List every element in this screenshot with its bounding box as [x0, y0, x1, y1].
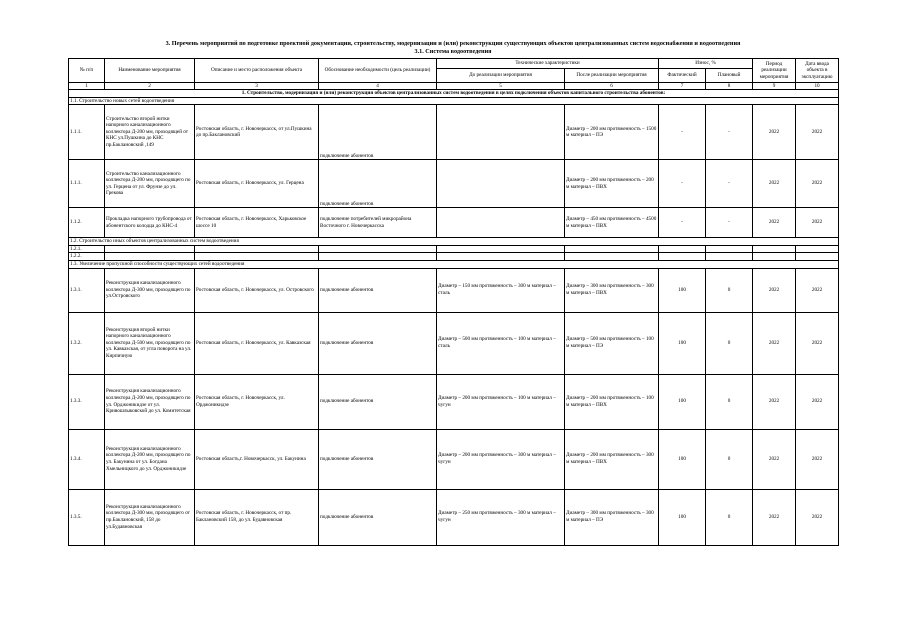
- row-number: 1.3.5.: [69, 489, 105, 545]
- row-commission: 2022: [796, 208, 839, 238]
- empty-cell: [706, 253, 753, 261]
- row-after: Диаметр – 300 мм протяженность – 300 м материал – ПВХ: [565, 268, 659, 312]
- header-tech-after: После реализации мероприятия: [565, 69, 659, 83]
- row-period: 2022: [753, 429, 796, 489]
- row-location: Ростовская область, г. Новочеркасск, ул. Кавказская: [195, 312, 319, 374]
- header-name: Наименование мероприятия: [105, 59, 195, 83]
- header-num: № п/п: [69, 59, 105, 83]
- document-title: 3. Перечень мероприятий по подготовке проектной документации, строительству, модернизации и (или) реконструкции существующих объектов централизованных систем водоснабжения и водоотведения: [165, 40, 741, 47]
- header-commission: Дата ввода объекта в эксплуатацию: [796, 59, 839, 83]
- table-row: [69, 160, 839, 208]
- row-period: 2022: [753, 208, 796, 238]
- row-reason: подключение абонентов: [319, 312, 437, 374]
- row-commission: 2022: [796, 268, 839, 312]
- row-number: 1.2.1.: [69, 245, 105, 253]
- empty-cell: [105, 253, 195, 261]
- row-wear-plan: 0: [706, 374, 753, 429]
- row-commission: 2022: [796, 429, 839, 489]
- header-row-1: [69, 59, 839, 69]
- row-number: 1.3.1.: [69, 268, 105, 312]
- table-row: [69, 489, 839, 545]
- row-wear-fact: -: [659, 160, 706, 208]
- table-row: [69, 429, 839, 489]
- row-wear-plan: -: [706, 160, 753, 208]
- row-name: Реконструкция канализационного коллектора Д-300 мм, проходящего по ул.Островского: [105, 268, 195, 312]
- row-reason: подключение абонентов: [319, 160, 437, 208]
- row-period: 2022: [753, 489, 796, 545]
- row-commission: 2022: [796, 105, 839, 160]
- table-row: [69, 312, 839, 374]
- subsection-1-2-heading: 1.2. Строительство иных объектов централизованных систем водоотведения: [69, 238, 839, 246]
- section-row: [69, 90, 839, 98]
- row-wear-plan: 0: [706, 429, 753, 489]
- row-commission: 2022: [796, 312, 839, 374]
- document-subtitle: 3.1. Система водоотведения: [414, 48, 492, 55]
- row-after: Диаметр – 300 мм протяженность – 300 м материал – ПЭ: [565, 489, 659, 545]
- row-commission: 2022: [796, 374, 839, 429]
- row-wear-fact: 100: [659, 312, 706, 374]
- document-page: [68, 40, 838, 546]
- row-before: Диаметр – 200 мм протяженность – 300 м материал – чугун: [437, 429, 565, 489]
- table-row: [69, 268, 839, 312]
- row-number: 1.3.3.: [69, 374, 105, 429]
- column-number-row: [69, 83, 839, 90]
- row-commission: 2022: [796, 489, 839, 545]
- table-row: [69, 253, 839, 261]
- row-location: Ростовская область, г. Новочеркасск, Харьковское шоссе 10: [195, 208, 319, 238]
- row-wear-plan: -: [706, 208, 753, 238]
- row-wear-fact: 100: [659, 489, 706, 545]
- row-number: 1.2.2.: [69, 253, 105, 261]
- row-reason: подключение абонентов: [319, 268, 437, 312]
- row-number: 1.1.1.: [69, 160, 105, 208]
- row-after: Диаметр – 450 мм протяженность – 4500 м материал – ПВХ: [565, 208, 659, 238]
- col-number: 7: [659, 83, 706, 90]
- empty-cell: [706, 245, 753, 253]
- row-period: 2022: [753, 312, 796, 374]
- row-location: Ростовская область, г. Новочеркасск, ул. Герцена: [195, 160, 319, 208]
- row-wear-fact: -: [659, 208, 706, 238]
- row-before: Диаметр – 200 мм протяженность – 100 м материал – чугун: [437, 374, 565, 429]
- subsection-row: [69, 238, 839, 246]
- row-location: Ростовская область, г. Новочеркасск, от ул.Пушкина до пр.Баклановский: [195, 105, 319, 160]
- empty-cell: [319, 245, 437, 253]
- row-wear-plan: 0: [706, 489, 753, 545]
- row-period: 2022: [753, 374, 796, 429]
- empty-cell: [796, 245, 839, 253]
- row-after: Диаметр – 200 мм протяженность – 1500 м материал – ПЭ: [565, 105, 659, 160]
- row-before: [437, 208, 565, 238]
- col-number: 3: [195, 83, 319, 90]
- row-number: 1.3.2.: [69, 312, 105, 374]
- table-row: [69, 208, 839, 238]
- section-1-heading: 1. Строительство, модернизация и (или) реконструкция объектов централизованных систем водоотведения в целях подключения объектов капитального строительства абонентов:: [69, 90, 839, 98]
- row-reason: подключение абонентов: [319, 105, 437, 160]
- empty-cell: [753, 245, 796, 253]
- header-wear-fact: Фактический: [659, 69, 706, 83]
- row-name: Реконструкция канализационного коллектора Д-200 мм, проходящего по ул. Бакунина от ул. Богдана Хмельницкого до ул. Орджоникидзе: [105, 429, 195, 489]
- row-wear-fact: 100: [659, 268, 706, 312]
- empty-cell: [319, 253, 437, 261]
- row-wear-plan: -: [706, 105, 753, 160]
- empty-cell: [437, 253, 565, 261]
- table-row: [69, 374, 839, 429]
- row-number: 1.1.1.: [69, 105, 105, 160]
- row-reason: подключение абонентов: [319, 374, 437, 429]
- row-location: Ростовская область, г. Новочеркасск, ул. Островского: [195, 268, 319, 312]
- row-reason: подключение потребителей микрорайона Восточного г. Новочеркасска: [319, 208, 437, 238]
- empty-cell: [437, 245, 565, 253]
- header-tech-before: До реализации мероприятия: [437, 69, 565, 83]
- row-name: Строительство второй нитки напорного канализационного коллектора Д-200 мм, проходящей от КНС ул.Пушкина до КНС пр.Баклановский ,149: [105, 105, 195, 160]
- empty-cell: [659, 253, 706, 261]
- header-location: Описание и место расположения объекта: [195, 59, 319, 83]
- row-number: 1.1.2.: [69, 208, 105, 238]
- row-reason: подключение абонентов: [319, 429, 437, 489]
- header-period: Период реализации мероприятия: [753, 59, 796, 83]
- header-wear-group: Износ, %: [659, 59, 753, 69]
- row-reason: подключение абонентов: [319, 489, 437, 545]
- col-number: 5: [437, 83, 565, 90]
- row-after: Диаметр – 200 мм протяженность – 200 м материал – ПВХ: [565, 160, 659, 208]
- row-period: 2022: [753, 105, 796, 160]
- row-wear-plan: 0: [706, 312, 753, 374]
- empty-cell: [659, 245, 706, 253]
- row-location: Ростовская область,г. Новочеркасск, ул. Бакунина: [195, 429, 319, 489]
- col-number: 10: [796, 83, 839, 90]
- col-number: 1: [69, 83, 105, 90]
- row-wear-fact: 100: [659, 374, 706, 429]
- row-before: Диаметр – 250 мм протяженность – 300 м материал – чугун: [437, 489, 565, 545]
- row-name: Реконструкция второй нитки напорного канализационного коллектора Д-500 мм, проходящего по ул. Кавказская, от угла поворота на ул. Кирпичную: [105, 312, 195, 374]
- empty-cell: [195, 253, 319, 261]
- empty-cell: [105, 245, 195, 253]
- col-number: 2: [105, 83, 195, 90]
- row-name: Реконструкция канализационного коллектора Д-300 мм, проходящего от пр.Баклановский, 158 до ул.Будавновская: [105, 489, 195, 545]
- row-before: Диаметр – 500 мм протяженность – 100 м материал – сталь: [437, 312, 565, 374]
- row-before: [437, 160, 565, 208]
- header-wear-plan: Плановый: [706, 69, 753, 83]
- row-wear-fact: 100: [659, 429, 706, 489]
- empty-cell: [565, 253, 659, 261]
- row-after: Диаметр – 200 мм протяженность – 300 м материал – ПВХ: [565, 429, 659, 489]
- subsection-1-1-heading: 1.1. Строительство новых сетей водоотведения: [69, 97, 839, 105]
- row-before: [437, 105, 565, 160]
- col-number: 4: [319, 83, 437, 90]
- header-reason: Обоснование необходимости (цель реализации): [319, 59, 437, 83]
- row-after: Диаметр – 500 мм протяженность – 100 м материал – ПЭ: [565, 312, 659, 374]
- row-location: Ростовская область, г. Новочеркасск, от пр. Баклановский 158, до ул. Будавновская: [195, 489, 319, 545]
- subsection-row: [69, 260, 839, 268]
- empty-cell: [195, 245, 319, 253]
- row-name: Реконструкция канализационного коллектора Д-200 мм, проходящего по ул. Орджоникидзе от ул. Кривошлыковской до ул. Комитетская: [105, 374, 195, 429]
- row-after: Диаметр – 200 мм протяженность – 100 м материал – ПВХ: [565, 374, 659, 429]
- row-before: Диаметр – 150 мм протяженность – 300 м материал – сталь: [437, 268, 565, 312]
- col-number: 6: [565, 83, 659, 90]
- row-location: Ростовская область, г. Новочеркасск, ул. Орджоникидзе: [195, 374, 319, 429]
- measures-table: [68, 58, 839, 546]
- row-wear-fact: -: [659, 105, 706, 160]
- row-period: 2022: [753, 160, 796, 208]
- col-number: 8: [706, 83, 753, 90]
- col-number: 9: [753, 83, 796, 90]
- row-commission: 2022: [796, 160, 839, 208]
- table-row: [69, 105, 839, 160]
- empty-cell: [753, 253, 796, 261]
- row-name: Строительство канализационного коллектора Д-200 мм, проходящего по ул. Герцена от ул. Фрунзе до ул. Грекова: [105, 160, 195, 208]
- row-wear-plan: 0: [706, 268, 753, 312]
- row-number: 1.3.4.: [69, 429, 105, 489]
- empty-cell: [796, 253, 839, 261]
- subsection-row: [69, 97, 839, 105]
- row-period: 2022: [753, 268, 796, 312]
- table-row: [69, 245, 839, 253]
- subsection-1-3-heading: 1.3. Увеличение пропускной способности существующих сетей водоотведения: [69, 260, 839, 268]
- row-name: Прокладка напорного трубопровода от абонентского колодца до КНС-4: [105, 208, 195, 238]
- header-tech-group: Технические характеристики: [437, 59, 659, 69]
- empty-cell: [565, 245, 659, 253]
